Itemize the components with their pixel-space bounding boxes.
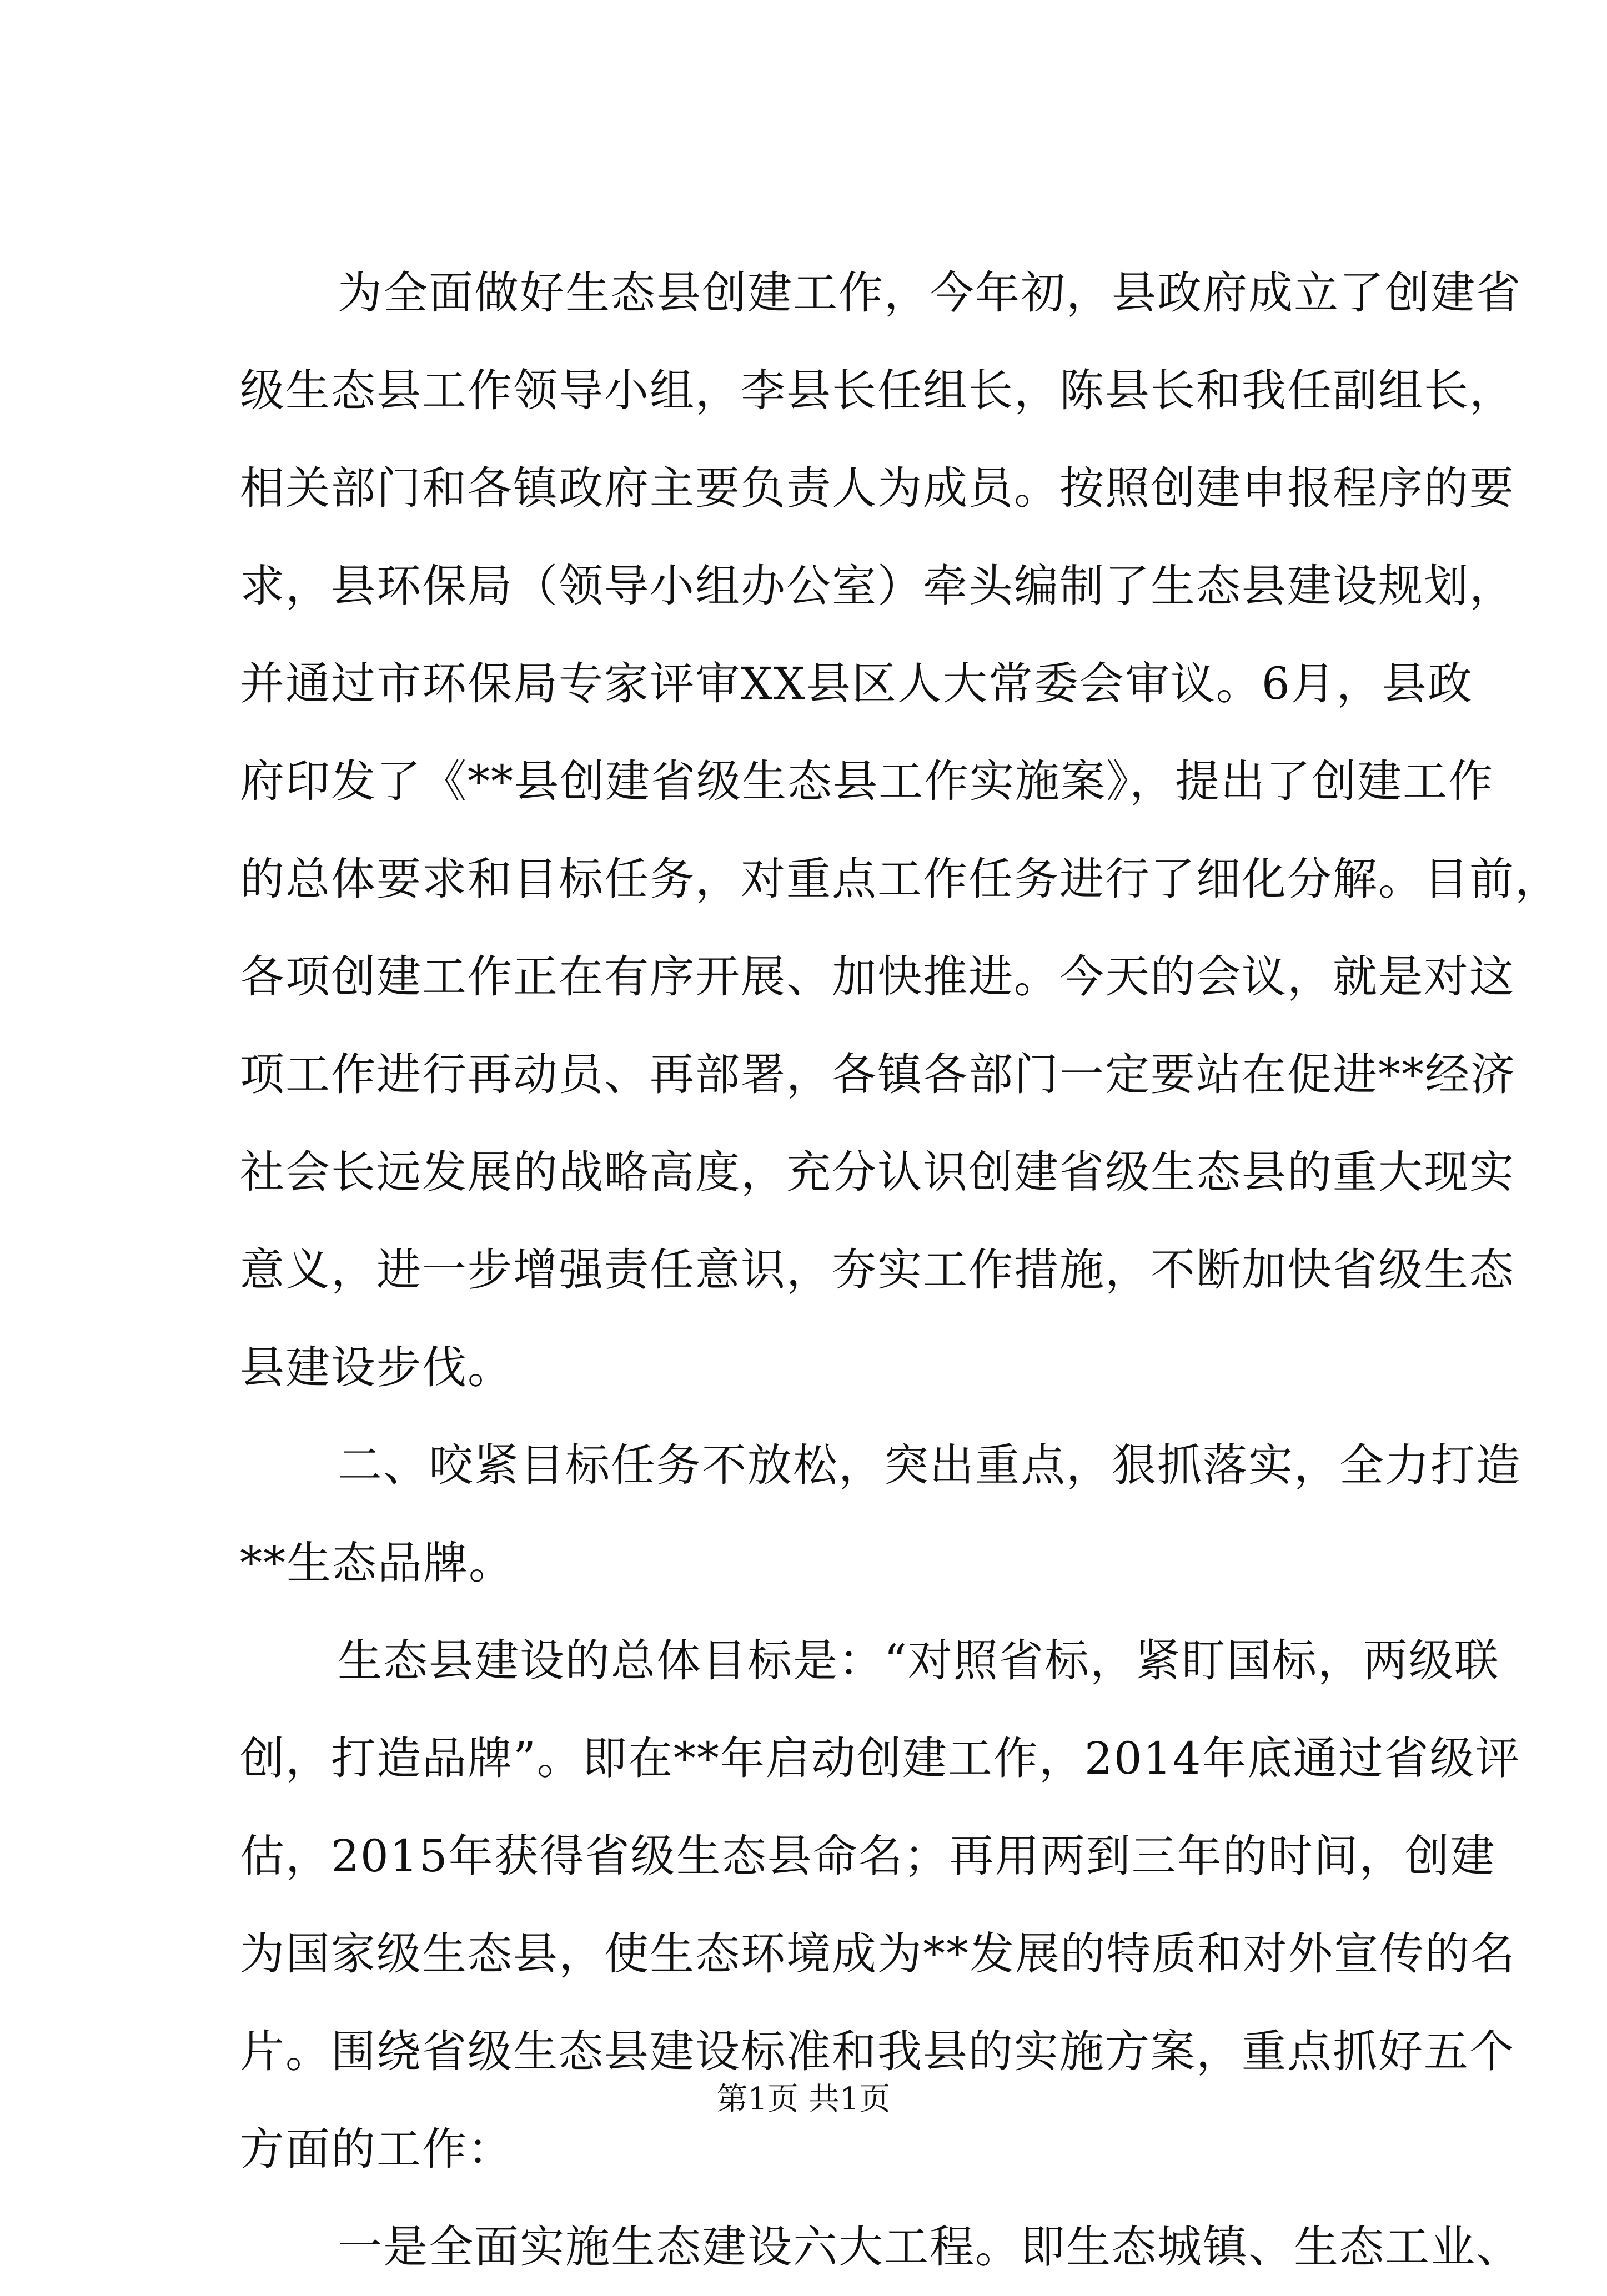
paragraph-line: 为全面做好生态县创建工作，今年初，县政府成立了创建省 — [338, 267, 1521, 319]
paragraph-line: 生态县建设的总体目标是：“对照省标，紧盯国标，两级联 — [338, 1635, 1500, 1686]
paragraph-line: 创，打造品牌”。即在**年启动创建工作，2014年底通过省级评 — [240, 1733, 1521, 1784]
paragraph-line: 府印发了《**县创建省级生态县工作实施案》，提出了创建工作 — [240, 756, 1494, 807]
paragraph-line: 估，2015年获得省级生态县命名；再用两到三年的时间，创建 — [240, 1830, 1496, 1882]
paragraph-line: 片。围绕省级生态县建设标准和我县的实施方案，重点抓好五个 — [240, 2026, 1515, 2077]
paragraph-line: 并通过市环保局专家评审XX县区人大常委会审议。6月，县政 — [240, 658, 1473, 709]
paragraph-line: 求，县环保局（领导小组办公室）牵头编制了生态县建设规划， — [240, 560, 1515, 612]
body-text — [240, 244, 1560, 2296]
paragraph-line: 意义，进一步增强责任意识，夯实工作措施，不断加快省级生态 — [240, 1244, 1515, 1296]
paragraph-line: 方面的工作： — [240, 2123, 513, 2175]
section-heading-line: 二、咬紧目标任务不放松，突出重点，狠抓落实，全力打造 — [338, 1439, 1521, 1491]
paragraph-line: 社会长远发展的战略高度，充分认识创建省级生态县的重大现实 — [240, 1146, 1515, 1198]
section-heading-line: **生态品牌。 — [240, 1537, 514, 1589]
paragraph-line: 为国家级生态县，使生态环境成为**发展的特质和对外宣传的名 — [240, 1928, 1516, 1980]
paragraph-line: 项工作进行再动员、再部署，各镇各部门一定要站在促进**经济 — [240, 1049, 1516, 1100]
paragraph-line: 各项创建工作正在有序开展、加快推进。今天的会议，就是对这 — [240, 951, 1515, 1003]
paragraph-line: 级生态县工作领导小组，李县长任组长，陈县长和我任副组长， — [240, 365, 1515, 416]
page-footer: 第1页 共1页 — [716, 2081, 891, 2117]
paragraph-line: 相关部门和各镇政府主要负责人为成员。按照创建申报程序的要 — [240, 462, 1515, 514]
paragraph-line: 县建设步伐。 — [240, 1342, 513, 1393]
paragraph-line: 的总体要求和目标任务，对重点工作任务进行了细化分解。目前， — [240, 853, 1560, 905]
paragraph-line: 一是全面实施生态建设六大工程。即生态城镇、生态工业、 — [338, 2221, 1521, 2273]
